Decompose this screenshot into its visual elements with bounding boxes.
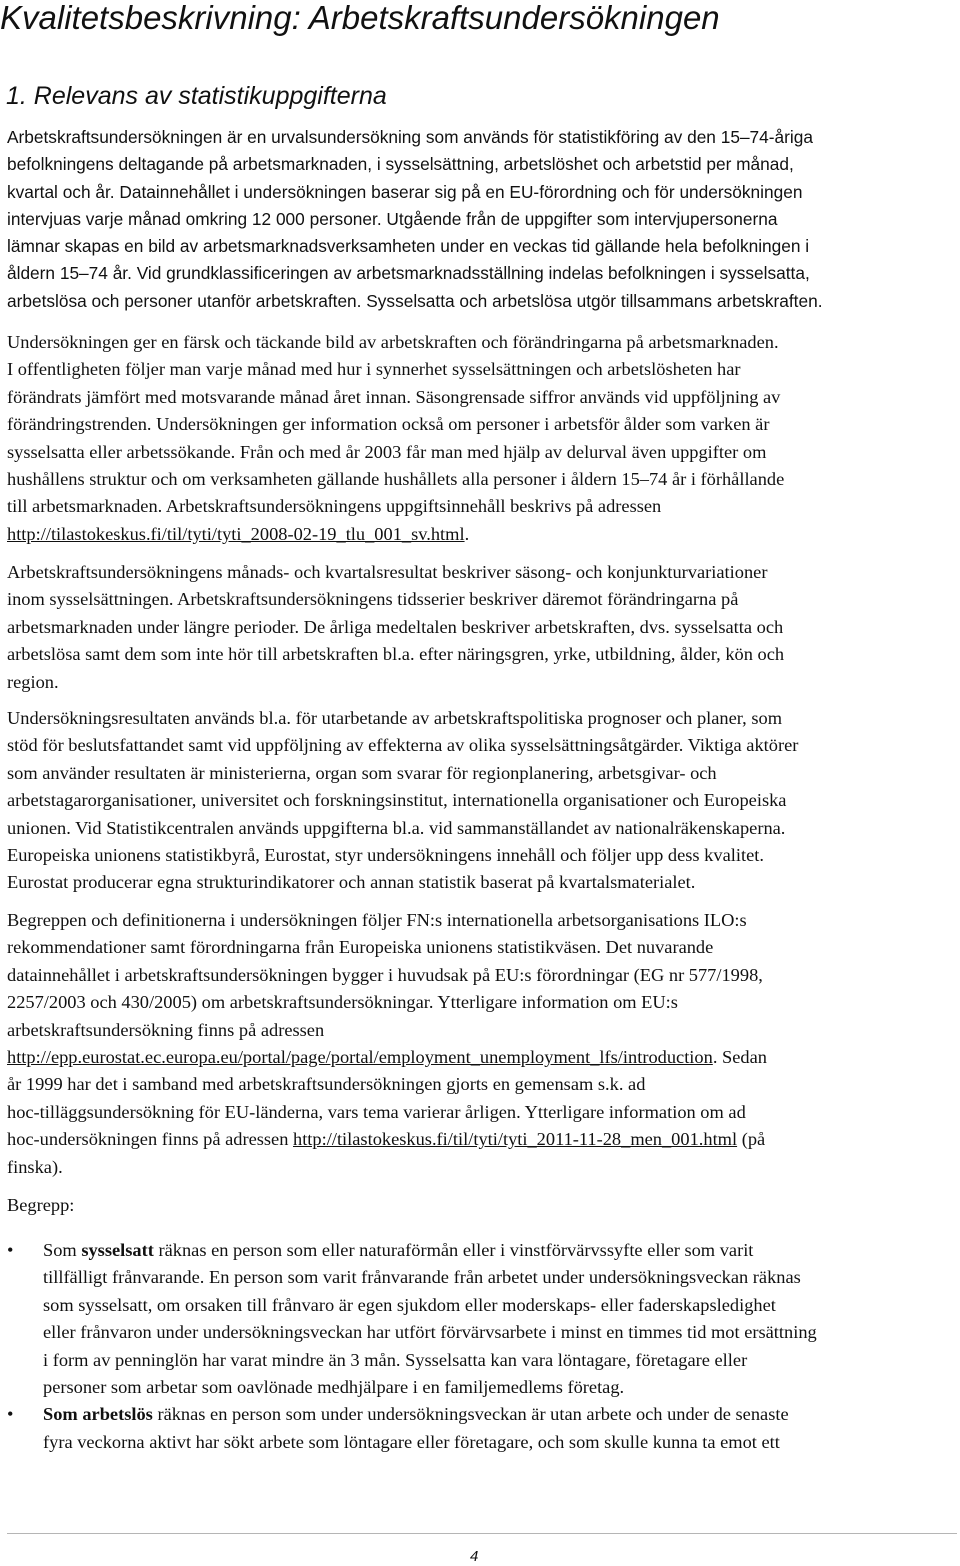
text-line: sysselsatta eller arbetssökande. Från och med år 2003 får man med hjälp av delurval även uppgifter om	[7, 441, 767, 462]
text-line	[7, 521, 959, 548]
paragraph-survey-overview	[7, 329, 959, 548]
text-fragment: räknas en person som eller naturaförmån eller i vinstförvärvssyfte eller som varit	[153, 1240, 754, 1260]
text-line: eller frånvaron under undersökningsveckan har utfört förvärvsarbete i minst en timmes tid mot ersättning	[43, 1322, 817, 1343]
text-line: intervjuas varje månad omkring 12 000 personer. Utgående från de uppgifter som intervjupersonerna	[7, 208, 778, 229]
bullet-icon: •	[7, 1404, 14, 1425]
text-line: inom sysselsättningen. Arbetskraftsundersökningens tidsserier beskriver däremot förändringarna på	[7, 589, 739, 610]
text-line	[43, 1401, 959, 1428]
text-line: förändringstrenden. Undersökningen ger information också om personer i arbetsför ålder som varken är	[7, 414, 770, 435]
text-line: finska).	[7, 1156, 63, 1177]
eurostat-lfs-link[interactable]: http://epp.eurostat.ec.europa.eu/portal/page/portal/employment_unemployment_lfs/introduction	[7, 1047, 713, 1068]
text-line: rekommendationer samt förordningarna från Europeiska unionens statistikväsen. Det nuvarande	[7, 937, 714, 958]
text-line: personer som arbetar som oavlönade medhjälpare i en familjemedlems företag.	[43, 1377, 625, 1398]
text-line	[7, 1044, 959, 1071]
paragraph-relevance-intro	[7, 124, 959, 315]
text-line: till arbetsmarknaden. Arbetskraftsundersökningens uppgiftsinnehåll beskrivs på adressen	[7, 496, 662, 517]
text-line: Arbetskraftsundersökningens månads- och kvartalsresultat beskriver säsong- och konjunkturvariationer	[7, 562, 768, 582]
text-line: 2257/2003 och 430/2005) om arbetskraftsundersökningar. Ytterligare information om EU:s	[7, 992, 678, 1013]
list-item-unemployed	[7, 1401, 959, 1456]
text-line: Undersökningen ger en färsk och täckande bild av arbetskraften och förändringarna på arbetsmarknaden.	[7, 332, 779, 352]
text-line: hushållens struktur och om verksamheten gällande hushållets alla personer i åldern 15–74 år i förhållande	[7, 469, 785, 490]
concepts-list	[7, 1237, 959, 1456]
list-item-employed	[7, 1237, 959, 1401]
text-fragment: räknas en person som under undersökningsveckan är utan arbete och under de senaste	[152, 1404, 789, 1425]
text-line: som använder resultaten är ministerierna, organ som svarar för regionplanering, arbetsgivar- och	[7, 762, 717, 783]
text-line: Begreppen och definitionerna i undersökningen följer FN:s internationella arbetsorganisations ILO:s	[7, 910, 747, 930]
text-line: region.	[7, 671, 59, 692]
text-line: Europeiska unionens statistikbyrå, Eurostat, styr undersökningens innehåll och följer upp dess kvalitet.	[7, 845, 764, 866]
text-line: arbetstagarorganisationer, universitet och forskningsinstitut, internationella organisationer och Europeiska	[7, 790, 787, 811]
text-line: Eurostat producerar egna strukturindikatorer och annan statistik baserat på kvartalsmaterialet.	[7, 872, 696, 893]
text-line: Arbetskraftsundersökningen är en urvalsundersökning som används för statistikföring av den 15–74-åriga	[7, 127, 813, 147]
survey-content-link[interactable]: http://tilastokeskus.fi/til/tyti/tyti_2008-02-19_tlu_001_sv.html	[7, 523, 465, 544]
text-line: som sysselsatt, om orsaken till frånvaro är egen sjukdom eller moderskaps- eller faderskapsledighet	[43, 1294, 776, 1315]
punctuation: .	[464, 523, 470, 544]
text-line: Undersökningsresultaten används bl.a. för utarbetande av arbetskraftspolitiska prognoser och planer, som	[7, 708, 783, 728]
page-number: 4	[470, 1548, 479, 1565]
text-line: arbetslösa och personer utanför arbetskraften. Sysselsatta och arbetslösa utgör tillsammans arbetskraften.	[7, 290, 823, 311]
text-line: tillfälligt frånvarande. En person som varit frånvarande från arbetet under undersökningsveckan räknas	[43, 1267, 801, 1288]
text-line: I offentligheten följer man varje månad med hur i synnerhet sysselsättningen och arbetslösheten har	[7, 359, 741, 380]
text-line: befolkningens deltagande på arbetsmarknaden, i sysselsättning, arbetslöshet och arbetstid per månad,	[7, 154, 794, 175]
concepts-heading: Begrepp:	[7, 1195, 75, 1215]
document-title: Kvalitetsbeskrivning: Arbetskraftsundersökningen	[0, 0, 720, 36]
paragraph-uses	[7, 705, 959, 897]
text-line: arbetskraftsundersökning finns på adressen	[7, 1019, 325, 1040]
text-line	[7, 1126, 959, 1153]
text-line: fyra veckorna aktivt har sökt arbete som löntagare eller företagare, och som skulle kunna ta emot ett	[43, 1431, 780, 1452]
text-line: datainnehållet i arbetskraftsundersökningen bygger i huvudsak på EU:s förordningar (EG nr 577/1998,	[7, 964, 763, 985]
text-line: stöd för beslutsfattandet samt vid uppföljning av effekterna av olika sysselsättningsåtgärder. Viktiga aktörer	[7, 735, 799, 756]
bullet-icon: •	[7, 1240, 14, 1260]
text-line: unionen. Vid Statistikcentralen används uppgifterna bl.a. vid sammanställandet av nationalräkenskaperna.	[7, 817, 786, 838]
adhoc-survey-link[interactable]: http://tilastokeskus.fi/til/tyti/tyti_2011-11-28_men_001.html	[293, 1129, 738, 1150]
text-line: åldern 15–74 år. Vid grundklassificeringen av arbetsmarknadsställning indelas befolkningen i sysselsatta,	[7, 263, 810, 284]
paragraph-results-description	[7, 559, 959, 696]
concept-term: sysselsatt	[81, 1240, 154, 1260]
text-line: i form av penninglön har varat mindre än 3 mån. Sysselsatta kan vara löntagare, företagare eller	[43, 1349, 748, 1370]
paragraph-definitions	[7, 907, 959, 1181]
text-line: arbetslösa samt dem som inte hör till arbetskraften bl.a. efter näringsgren, yrke, utbildning, ålder, kön och	[7, 644, 785, 665]
text-fragment: hoc-undersökningen finns på adressen	[7, 1129, 293, 1150]
section-heading: 1. Relevans av statistikuppgifterna	[6, 82, 387, 110]
text-line	[43, 1237, 959, 1264]
text-fragment: . Sedan	[712, 1047, 767, 1068]
text-line: hoc-tilläggsundersökning för EU-länderna, vars tema varierar årligen. Ytterligare information om ad	[7, 1101, 746, 1122]
concept-term: Som arbetslös	[43, 1404, 153, 1425]
text-fragment: Som	[43, 1240, 82, 1260]
text-line: förändrats jämfört med motsvarande månad året innan. Säsongrensade siffror används vid uppföljning av	[7, 386, 781, 407]
text-line: år 1999 har det i samband med arbetskraftsundersökningen gjorts en gemensam s.k. ad	[7, 1074, 646, 1095]
text-line: arbetsmarknaden under längre perioder. De årliga medeltalen beskriver arbetskraften, dvs. sysselsatta och	[7, 616, 784, 637]
text-fragment: (på	[737, 1129, 766, 1150]
text-line: kvartal och år. Datainnehållet i undersökningen baserar sig på en EU-förordning och för undersökningen	[7, 181, 803, 202]
footer-divider	[7, 1533, 957, 1534]
text-line: lämnar skapas en bild av arbetsmarknadsverksamheten under en veckas tid gällande hela befolkningen i	[7, 236, 810, 257]
